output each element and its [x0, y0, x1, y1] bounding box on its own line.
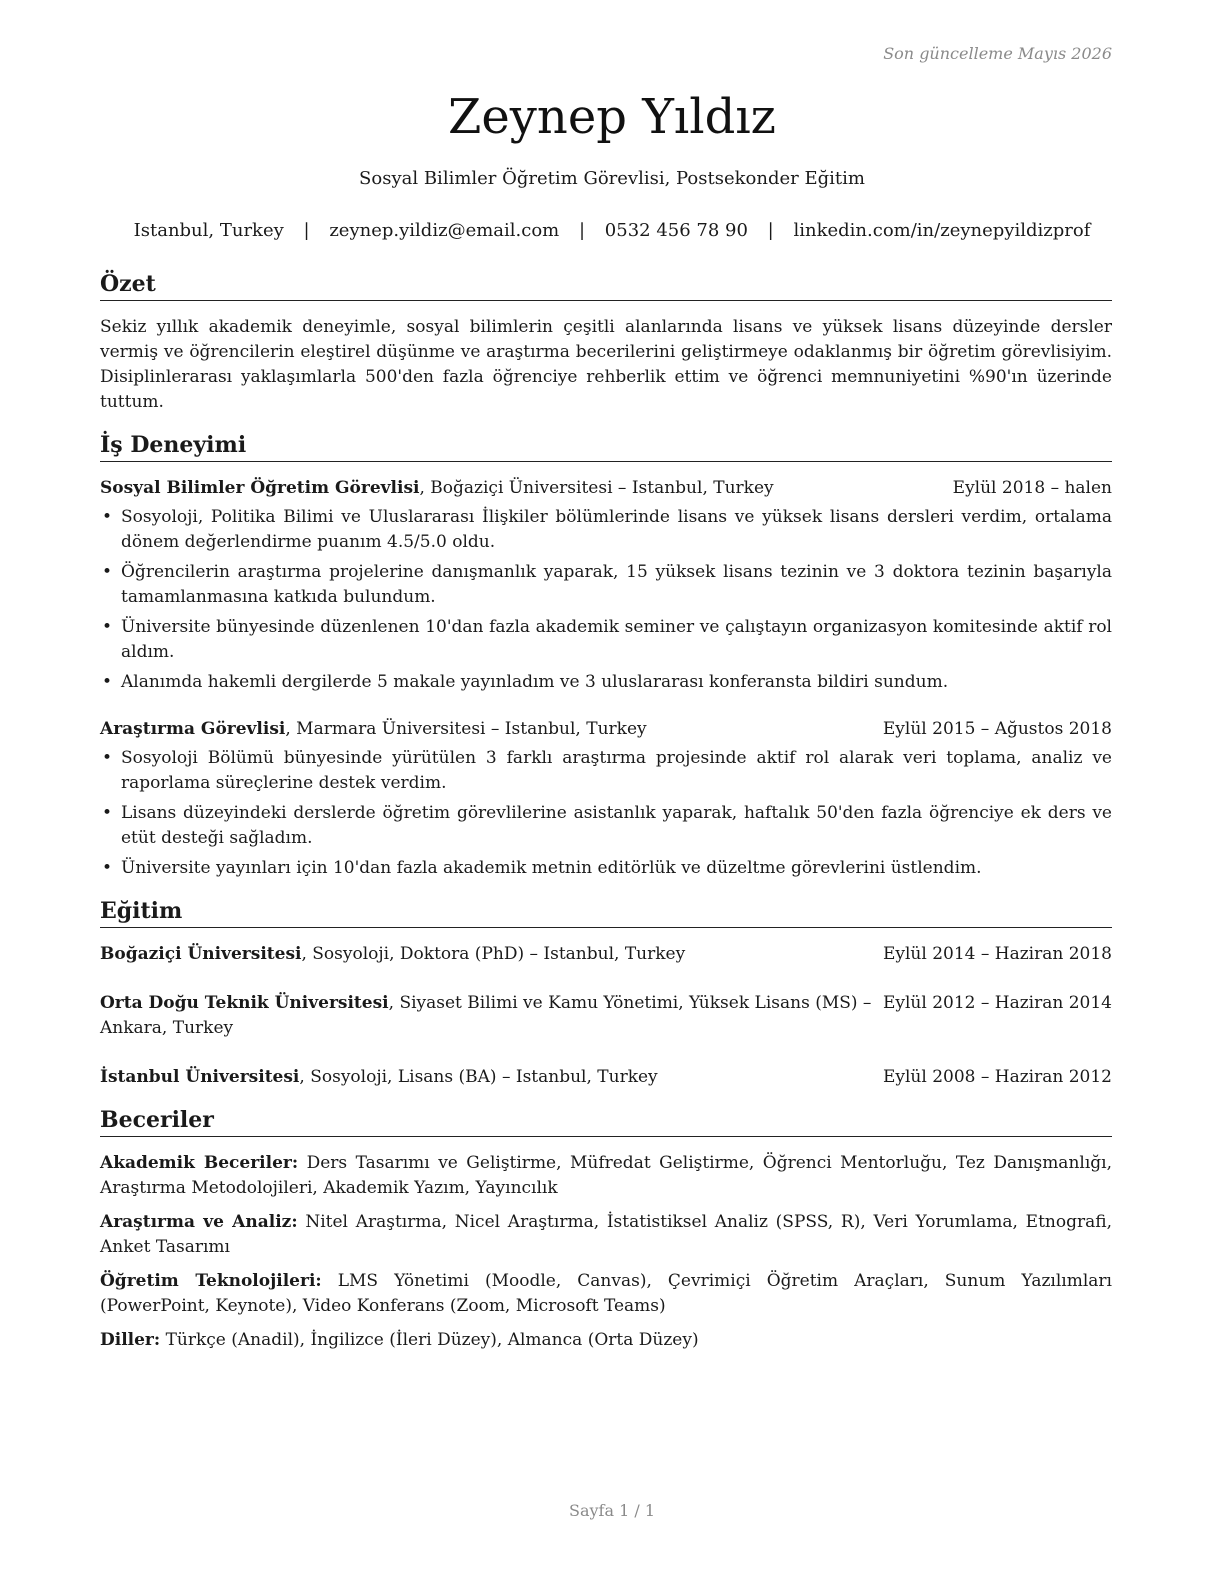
- education-school: Boğaziçi Üniversitesi: [100, 944, 302, 964]
- education-entry: [100, 942, 1112, 967]
- skills-list: [100, 1151, 1112, 1353]
- education-detail: , Siyaset Bilimi ve Kamu Yönetimi, Yüksek Lisans (MS) – Ankara, Turkey: [100, 993, 872, 1038]
- job-bullet: • Sosyoloji, Politika Bilimi ve Uluslararası İlişkiler bölümlerinde lisans ve yüksek lisans dersleri verdim, ortalama dönem değerlendirme puanım 4.5/5.0 oldu.: [100, 505, 1112, 555]
- job-dates: Eylül 2018 – halen: [952, 478, 1112, 498]
- contact-separator: |: [767, 220, 774, 241]
- job-bullet: • Öğrencilerin araştırma projelerine danışmanlık yaparak, 15 yüksek lisans tezinin ve 3 doktora tezinin başarıyla tamamlanmasına katkıda bulundum.: [100, 560, 1112, 610]
- contact-linkedin[interactable]: linkedin.com/in/zeynepyildizprof: [793, 220, 1091, 241]
- job-header: [100, 717, 1112, 742]
- section-heading-skills: Beceriler: [100, 1106, 1112, 1137]
- job-bullet: • Üniversite yayınları için 10'dan fazla akademik metnin editörlük ve düzeltme görevlerini üstlendim.: [100, 856, 1112, 881]
- contact-phone: 0532 456 78 90: [604, 220, 748, 241]
- contact-email[interactable]: zeynep.yildiz@email.com: [329, 220, 560, 241]
- section-heading-summary: Özet: [100, 270, 1112, 301]
- section-heading-education: Eğitim: [100, 897, 1112, 928]
- skill-text: Türkçe (Anadil), İngilizce (İleri Düzey), Almanca (Orta Düzey): [160, 1330, 699, 1350]
- skill-row: [100, 1151, 1112, 1201]
- section-heading-experience: İş Deneyimi: [100, 431, 1112, 462]
- skill-label: Diller:: [100, 1330, 161, 1350]
- skill-row: [100, 1328, 1112, 1353]
- skill-text: Nitel Araştırma, Nicel Araştırma, İstatistiksel Analiz (SPSS, R), Veri Yorumlama, Etnografi, Anket Tasarımı: [100, 1212, 1112, 1257]
- education-school: İstanbul Üniversitesi: [100, 1067, 300, 1087]
- job-entry: [100, 717, 1112, 881]
- education-detail: , Sosyoloji, Lisans (BA) – Istanbul, Turkey: [299, 1067, 658, 1087]
- skill-label: Araştırma ve Analiz:: [100, 1212, 298, 1232]
- skill-text: LMS Yönetimi (Moodle, Canvas), Çevrimiçi Öğretim Araçları, Sunum Yazılımları (PowerPoint, Keynote), Video Konferans (Zoom, Microsoft Teams): [100, 1271, 1112, 1316]
- job-role: Sosyal Bilimler Öğretim Görevlisi: [100, 478, 420, 498]
- job-org: , Marmara Üniversitesi – Istanbul, Turkey: [285, 719, 647, 739]
- job-header: [100, 476, 1112, 501]
- skill-text: Ders Tasarımı ve Geliştirme, Müfredat Geliştirme, Öğrenci Mentorluğu, Tez Danışmanlığı, Araştırma Metodolojileri, Akademik Yazım, Yayıncılık: [100, 1153, 1112, 1198]
- skill-label: Akademik Beceriler:: [100, 1153, 299, 1173]
- page-number: Sayfa 1 / 1: [568, 1501, 655, 1520]
- candidate-name: Zeynep Yıldız: [448, 89, 776, 145]
- contact-separator: |: [303, 220, 310, 241]
- job-role: Araştırma Görevlisi: [100, 719, 286, 739]
- education-dates: Eylül 2008 – Haziran 2012: [882, 1067, 1112, 1087]
- job-bullet: • Sosyoloji Bölümü bünyesinde yürütülen 3 farklı araştırma projesinde aktif rol alarak veri toplama, analiz ve raporlama süreçlerine destek verdim.: [100, 746, 1112, 796]
- education-detail: , Sosyoloji, Doktora (PhD) – Istanbul, Turkey: [301, 944, 686, 964]
- job-bullet: • Lisans düzeyindeki derslerde öğretim görevlilerine asistanlık yaparak, haftalık 50'den fazla öğrenciye ek ders ve etüt desteği sağladım.: [100, 801, 1112, 851]
- resume-body: [100, 270, 1112, 1362]
- contact-location: Istanbul, Turkey: [133, 220, 284, 241]
- job-dates: Eylül 2015 – Ağustos 2018: [882, 719, 1112, 739]
- education-school: Orta Doğu Teknik Üniversitesi: [100, 993, 389, 1013]
- skill-label: Öğretim Teknolojileri:: [100, 1271, 322, 1291]
- job-bullets: [100, 746, 1112, 881]
- skill-row: [100, 1269, 1112, 1319]
- contact-line: [0, 219, 1224, 243]
- skill-row: [100, 1210, 1112, 1260]
- last-updated: Son güncelleme Mayıs 2026: [883, 44, 1112, 63]
- education-dates: Eylül 2012 – Haziran 2014: [879, 991, 1112, 1016]
- job-bullets: [100, 505, 1112, 695]
- job-org: , Boğaziçi Üniversitesi – Istanbul, Turkey: [419, 478, 774, 498]
- summary-text: Sekiz yıllık akademik deneyimle, sosyal bilimlerin çeşitli alanlarında lisans ve yüksek lisans düzeyinde dersler vermiş ve öğrencilerin eleştirel düşünme ve araştırma becerilerini geliştirmeye odaklanmış bir öğretim görevlisiyim. Disiplinlerarası yaklaşımlarla 500'den fazla öğrenciye rehberlik ettim ve öğrenci memnuniyetini %90'ın üzerinde tuttum.: [100, 317, 1112, 412]
- education-dates: Eylül 2014 – Haziran 2018: [882, 944, 1112, 964]
- candidate-title: Sosyal Bilimler Öğretim Görevlisi, Postsekonder Eğitim: [359, 168, 865, 189]
- job-entry: [100, 476, 1112, 695]
- job-bullet: • Üniversite bünyesinde düzenlenen 10'dan fazla akademik seminer ve çalıştayın organizasyon komitesinde aktif rol aldım.: [100, 615, 1112, 665]
- education-entry: [100, 1065, 1112, 1090]
- contact-separator: |: [578, 220, 586, 241]
- job-bullet: • Alanımda hakemli dergilerde 5 makale yayınladım ve 3 uluslararası konferansta bildiri sundum.: [100, 670, 1112, 695]
